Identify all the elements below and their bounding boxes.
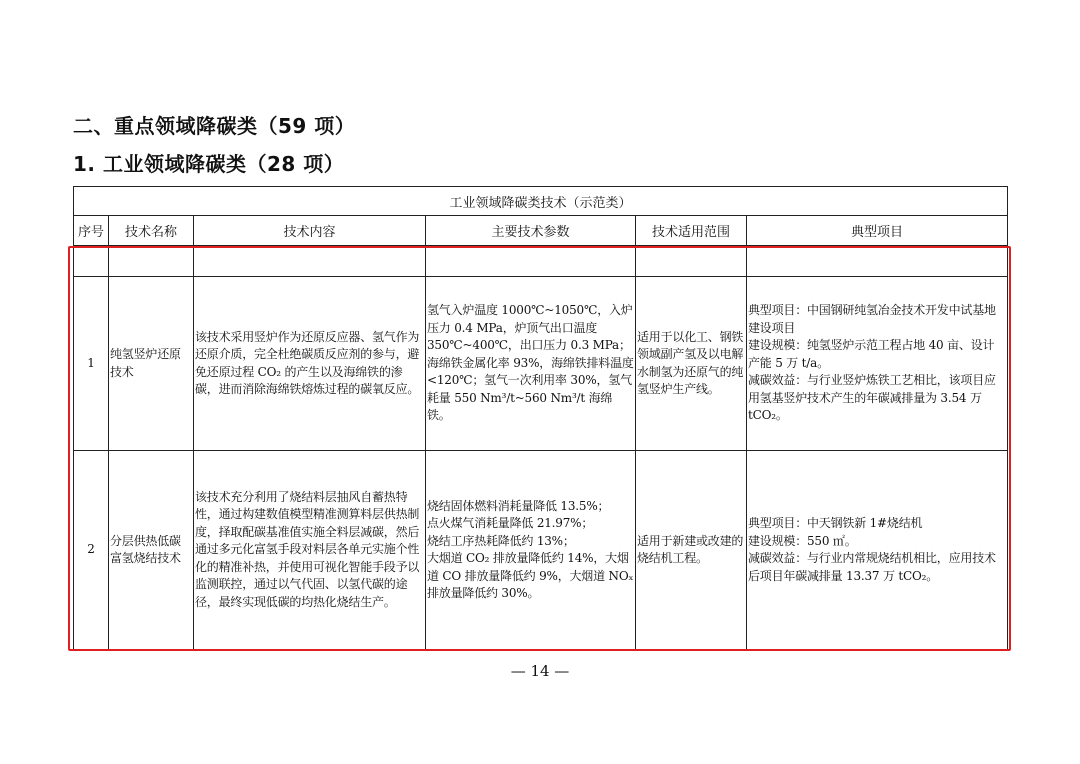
page-number: — 14 — bbox=[510, 662, 570, 680]
technology-name: 纯氢竖炉还原技术 bbox=[109, 277, 194, 451]
technology-table bbox=[73, 186, 1008, 650]
technology-scope: 适用于新建或改建的烧结机工程。 bbox=[636, 451, 747, 650]
header-no: 序号 bbox=[74, 216, 109, 246]
header-name: 技术名称 bbox=[109, 216, 194, 246]
table-row bbox=[74, 277, 1008, 451]
technology-name: 分层供热低碳富氢烧结技术 bbox=[109, 451, 194, 650]
technology-scope: 适用于以化工、钢铁领域副产氢及以电解水制氢为还原气的纯氢竖炉生产线。 bbox=[636, 277, 747, 451]
typical-project: 典型项目：中天钢铁新 1#烧结机 建设规模：550 ㎡。 减碳效益：与行业内常规烧结机相比，应用技术后项目年碳减排量 13.37 万 tCO₂。 bbox=[747, 451, 1008, 650]
section-title: 二、重点领域降碳类（59 项） bbox=[73, 114, 356, 138]
table-spacer-row bbox=[74, 246, 1008, 277]
table-header-row bbox=[74, 216, 1008, 246]
header-project: 典型项目 bbox=[747, 216, 1008, 246]
subsection-title: 1. 工业领域降碳类（28 项） bbox=[73, 152, 345, 176]
row-number: 2 bbox=[74, 451, 109, 650]
technology-content: 该技术充分利用了烧结料层抽风自蓄热特性，通过构建数值模型精准测算料层供热制度，择取配碳基准值实施全料层减碳，然后通过多元化富氢手段对料层各单元实施个性化的精准补热，并使用可视化智能手段予以监测联控，通过以气代固、以氢代碳的途径，最终实现低碳的均热化烧结生产。 bbox=[194, 451, 426, 650]
table-caption: 工业领域降碳类技术（示范类） bbox=[74, 187, 1008, 216]
header-content: 技术内容 bbox=[194, 216, 426, 246]
header-scope: 技术适用范围 bbox=[636, 216, 747, 246]
table-row bbox=[74, 451, 1008, 650]
technology-content: 该技术采用竖炉作为还原反应器、氢气作为还原介质，完全杜绝碳质反应剂的参与，避免还原过程 CO₂ 的产生以及海绵铁的渗碳，进而消除海绵铁熔炼过程的碳氧反应。 bbox=[194, 277, 426, 451]
header-params: 主要技术参数 bbox=[426, 216, 636, 246]
technology-params: 氢气入炉温度 1000℃~1050℃，入炉压力 0.4 MPa，炉顶气出口温度 350℃~400℃，出口压力 0.3 MPa；海绵铁金属化率 93%，海绵铁排料温度<120℃；氢气一次利用率 30%，氢气耗量 550 Nm³/t~560 Nm³/t 海绵铁。 bbox=[426, 277, 636, 451]
technology-params: 烧结固体燃料消耗量降低 13.5%； 点火煤气消耗量降低 21.97%； 烧结工序热耗降低约 13%； 大烟道 CO₂ 排放量降低约 14%，大烟道 CO 排放量降低约 9%，大烟道 NOₓ 排放量降低约 30%。 bbox=[426, 451, 636, 650]
row-number: 1 bbox=[74, 277, 109, 451]
typical-project: 典型项目：中国钢研纯氢冶金技术开发中试基地建设项目 建设规模：纯氢竖炉示范工程占地 40 亩、设计产能 5 万 t/a。 减碳效益：与行业竖炉炼铁工艺相比，该项目应用氢基竖炉技术产生的年碳减排量为 3.54 万 tCO₂。 bbox=[747, 277, 1008, 451]
